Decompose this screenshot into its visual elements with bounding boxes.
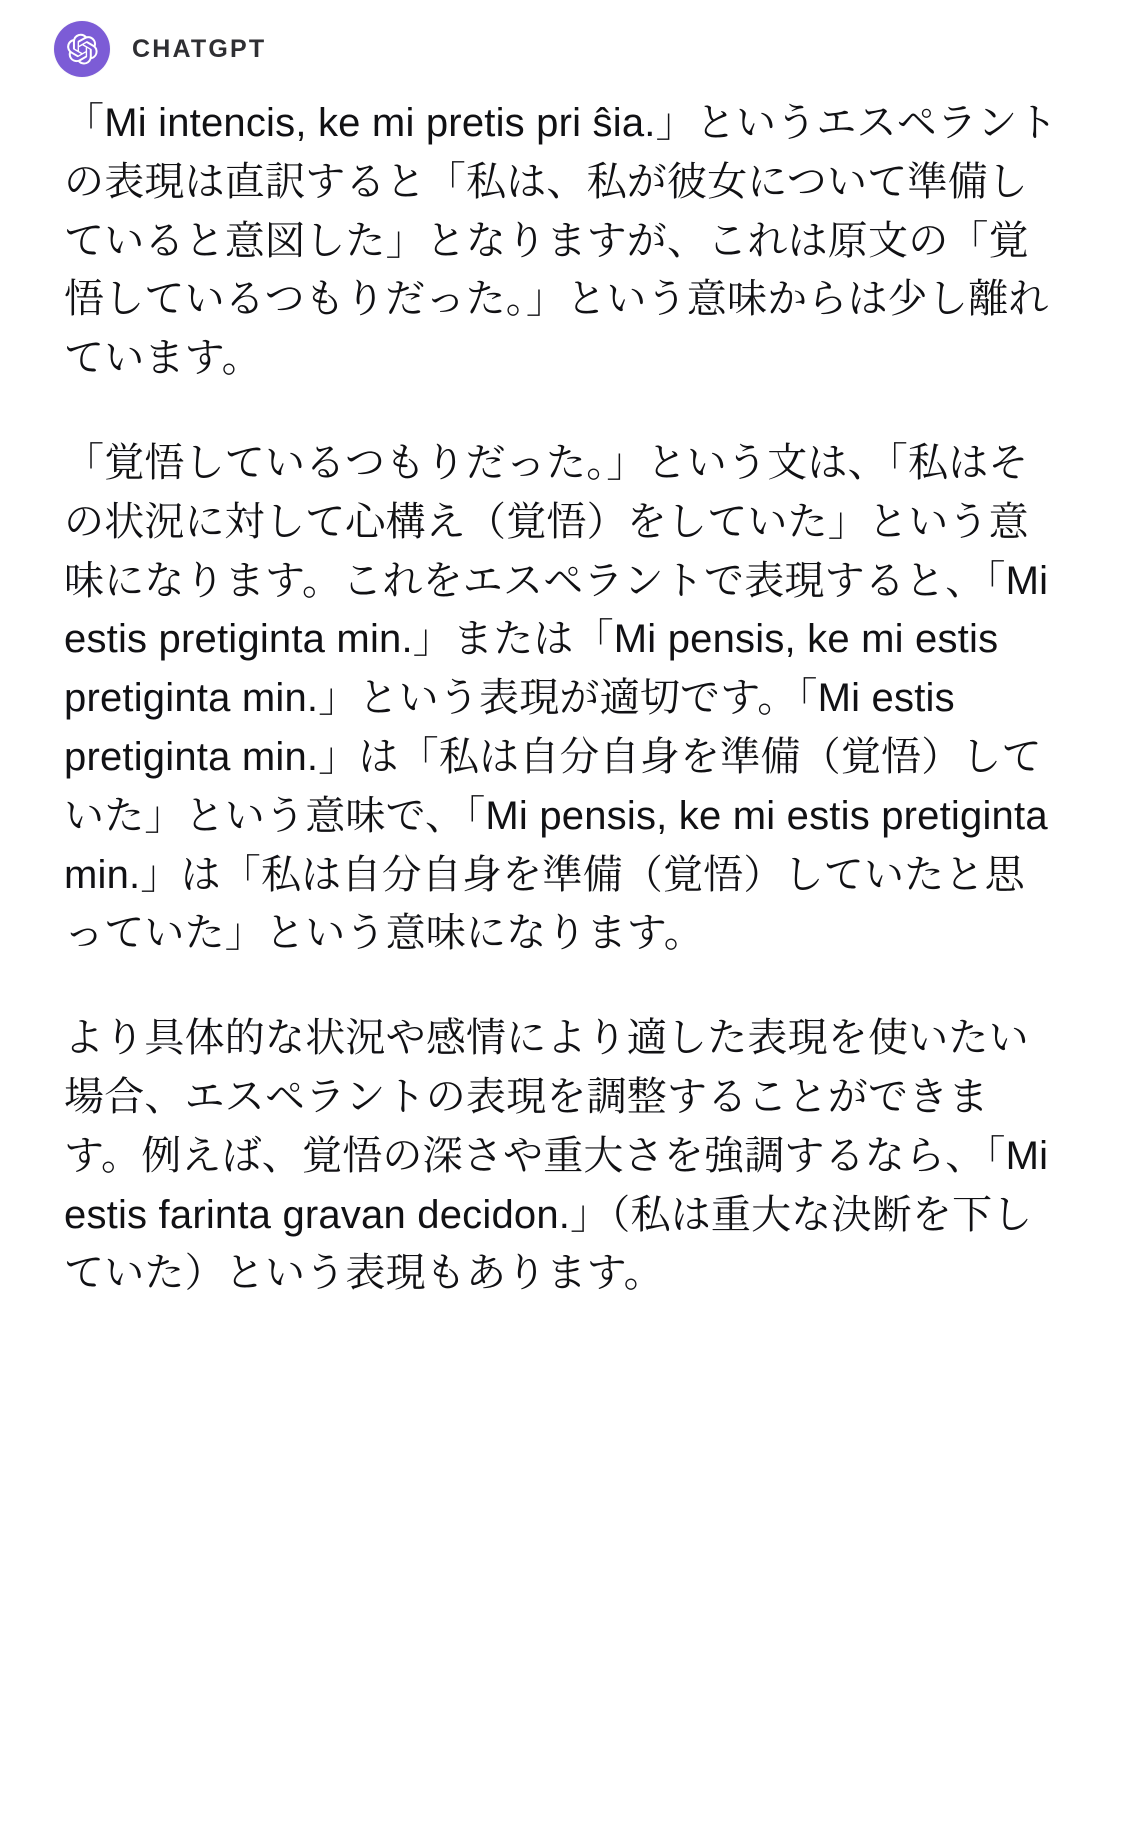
- message-paragraph: 「Mi intencis, ke mi pretis pri ŝia.」というエスペラントの表現は直訳すると「私は、私が彼女について準備していると意図した」となりますが、これは原文の「覚悟しているつもりだった。」という意味からは少し離れています。: [64, 101, 1058, 381]
- message-header: [30, 18, 1095, 80]
- message-author: CHATGPT: [132, 34, 267, 63]
- assistant-message: [0, 18, 1125, 1343]
- message-paragraph: 「覚悟しているつもりだった。」という文は、「私はその状況に対して心構え（覚悟）をしていた」という意味になります。これをエスペラントで表現すると、「Mi estis pretiginta min.」または「Mi pensis, ke mi estis pretiginta min.」という表現が適切です。「Mi estis pretiginta min.」は「私は自分自身を準備（覚悟）していた」という意味で、「Mi pensis, ke mi estis pretiginta min.」は「私は自分自身を準備（覚悟）していたと思っていた」という意味になります。: [64, 440, 1049, 956]
- message-body: [30, 80, 1095, 1343]
- openai-logo-icon: [54, 21, 110, 77]
- message-paragraph: より具体的な状況や感情により適した表現を使いたい場合、エスペラントの表現を調整することができます。例えば、覚悟の深さや重大さを強調するなら、「Mi estis farinta gravan decidon.」（私は重大な決断を下していた）という表現もあります。: [64, 1016, 1049, 1296]
